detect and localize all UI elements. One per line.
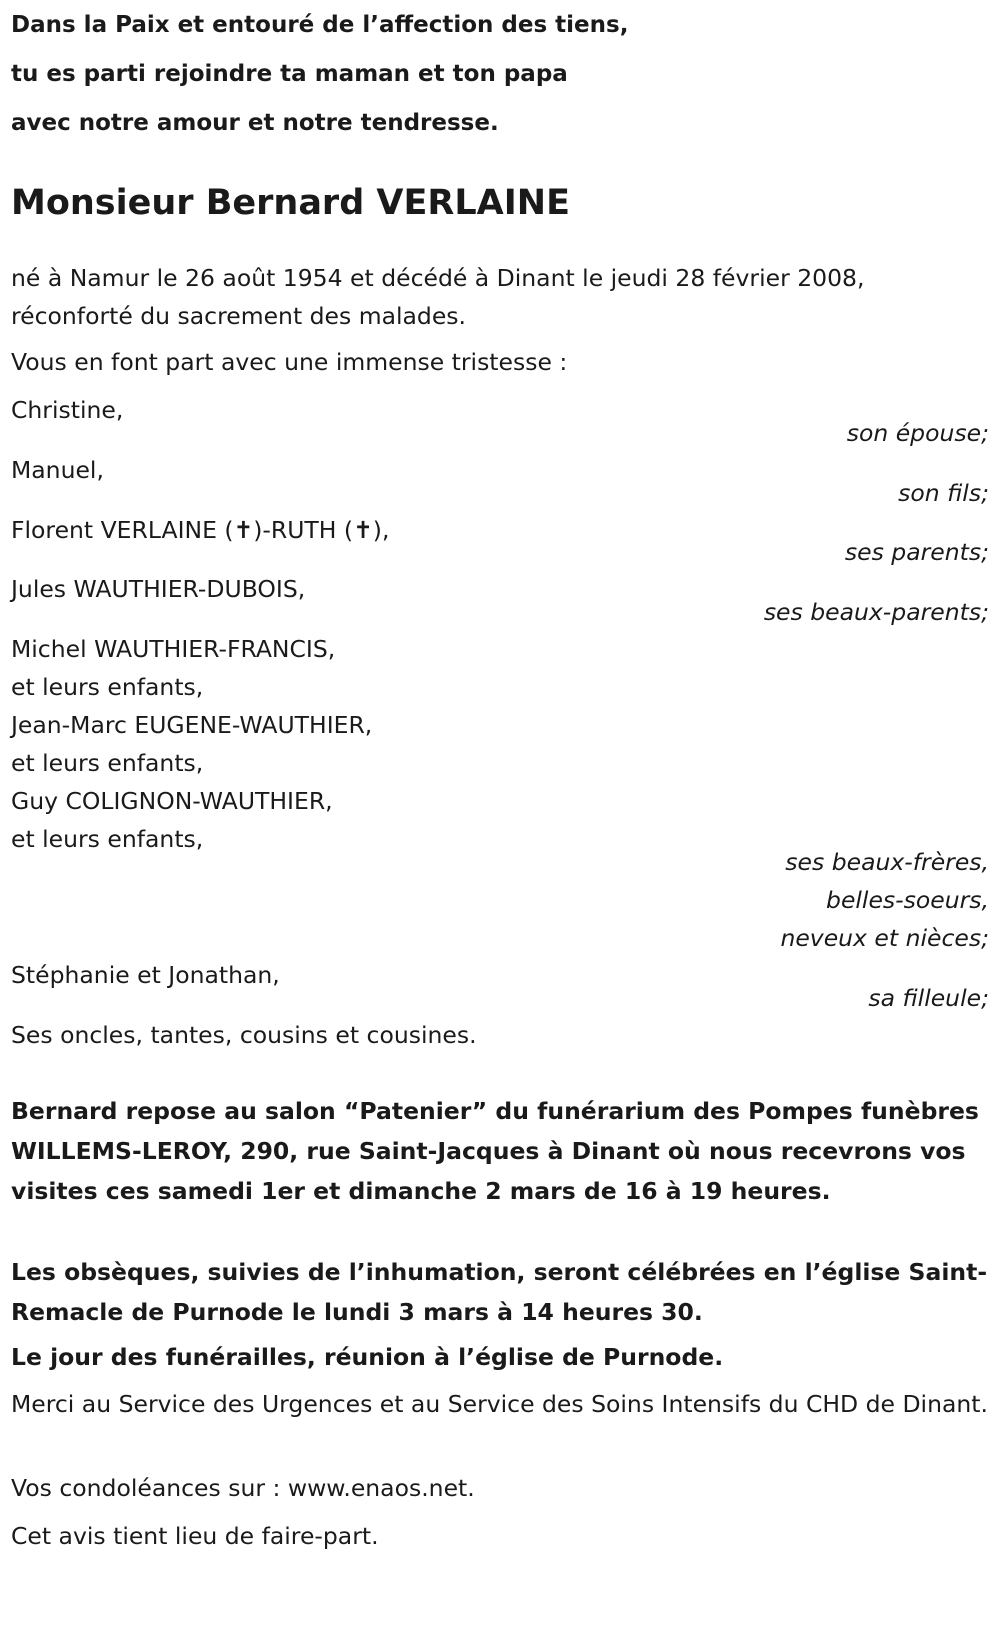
family-role-siblings: neveux et nièces; bbox=[780, 924, 989, 952]
family-role-inlaws: ses beaux-parents; bbox=[763, 598, 989, 626]
notice-note: Cet avis tient lieu de faire-part. bbox=[11, 1522, 379, 1550]
family-role-son: son fils; bbox=[898, 479, 989, 507]
siblings-list bbox=[11, 629, 989, 859]
family-member-godchildren: Stéphanie et Jonathan, bbox=[11, 961, 280, 989]
birth-death-line-1: né à Namur le 26 août 1954 et décédé à Dinant le jeudi 28 février 2008, bbox=[11, 264, 865, 292]
intro-line-2: tu es parti rejoindre ta maman et ton papa bbox=[11, 61, 568, 87]
family-member-parents: Florent VERLAINE (✝)-RUTH (✝), bbox=[11, 516, 390, 544]
family-member-inlaws: Jules WAUTHIER-DUBOIS, bbox=[11, 575, 306, 603]
family-role-parents: ses parents; bbox=[844, 538, 989, 566]
intro-verse bbox=[11, 1, 628, 148]
family-member-manuel: Manuel, bbox=[11, 456, 104, 484]
visitation-info: Bernard repose au salon “Patenier” du funérarium des Pompes funèbres WILLEMS-LEROY, 290, rue Saint-Jacques à Dinant où nous recevrons vos visites ces samedi 1er et dimanche 2 mars de 16 à 19 heures. bbox=[11, 1097, 979, 1205]
family-member-christine: Christine, bbox=[11, 396, 124, 424]
funeral-info: Les obsèques, suivies de l’inhumation, seront célébrées en l’église Saint-Remacle de Purnode le lundi 3 mars à 14 heures 30. bbox=[11, 1258, 988, 1326]
deceased-name: Monsieur Bernard VERLAINE bbox=[11, 183, 570, 223]
sibling-line: et leurs enfants, bbox=[11, 825, 204, 853]
family-role-siblings: ses beaux-frères, bbox=[785, 848, 989, 876]
thanks-note: Merci au Service des Urgences et au Service des Soins Intensifs du CHD de Dinant. bbox=[11, 1390, 988, 1418]
family-role-goddaughter: sa filleule; bbox=[868, 984, 989, 1012]
family-role-siblings: belles-soeurs, bbox=[826, 886, 989, 914]
relatives-line: Ses oncles, tantes, cousins et cousines. bbox=[11, 1021, 477, 1049]
family-role-spouse: son épouse; bbox=[846, 419, 989, 447]
sibling-line: et leurs enfants, bbox=[11, 749, 204, 777]
announcement: Vous en font part avec une immense tristesse : bbox=[11, 348, 568, 376]
meeting-info: Le jour des funérailles, réunion à l’église de Purnode. bbox=[11, 1343, 724, 1371]
birth-death-line-2: réconforté du sacrement des malades. bbox=[11, 302, 467, 330]
intro-line-1: Dans la Paix et entouré de l’affection des tiens, bbox=[11, 12, 629, 38]
intro-line-3: avec notre amour et notre tendresse. bbox=[11, 110, 499, 136]
sibling-line: Michel WAUTHIER-FRANCIS, bbox=[11, 635, 336, 663]
sibling-line: Guy COLIGNON-WAUTHIER, bbox=[11, 787, 333, 815]
sibling-line: Jean-Marc EUGENE-WAUTHIER, bbox=[11, 711, 373, 739]
condolences-note: Vos condoléances sur : www.enaos.net. bbox=[11, 1474, 475, 1502]
sibling-line: et leurs enfants, bbox=[11, 673, 204, 701]
